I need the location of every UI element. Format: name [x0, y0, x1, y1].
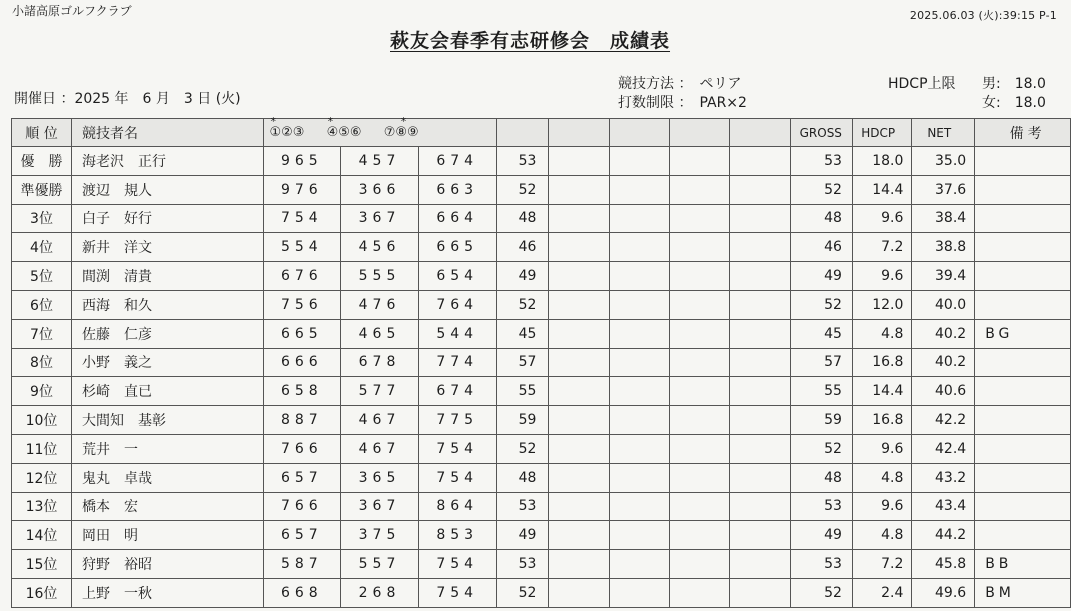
subtotal-cell: 52: [496, 290, 549, 319]
net-cell: 40.6: [912, 377, 975, 406]
net-cell: 35.0: [912, 147, 975, 176]
gross-cell: 49: [790, 262, 852, 291]
scores-holes-4-6: 456: [341, 233, 419, 262]
rank-cell: 13位: [12, 492, 72, 521]
rank-cell: 8位: [12, 348, 72, 377]
blank-cell: [549, 348, 609, 377]
blank-cell: [609, 348, 669, 377]
blank-cell: [670, 434, 730, 463]
gross-cell: 57: [790, 348, 852, 377]
subtotal-cell: 59: [496, 406, 549, 435]
note-cell: [975, 434, 1071, 463]
scores-holes-4-6: 555: [341, 262, 419, 291]
hdcp-cell: 4.8: [852, 463, 911, 492]
scores-holes-7-9: 754: [418, 578, 496, 607]
scores-holes-1-3: 668: [263, 578, 341, 607]
holes-1-3: ①②③: [269, 125, 305, 140]
blank-cell: [549, 406, 609, 435]
col-note: 備考: [975, 119, 1071, 147]
note-cell: BM: [975, 578, 1071, 607]
blank-cell: [609, 204, 669, 233]
table-row: [12, 233, 1071, 262]
blank-cell: [730, 262, 790, 291]
player-name: 小野 義之: [72, 348, 263, 377]
net-cell: 42.4: [912, 434, 975, 463]
star-mark: *: [327, 115, 334, 128]
player-name: 海老沢 正行: [72, 147, 263, 176]
blank-cell: [549, 492, 609, 521]
player-name: 新井 洋文: [72, 233, 263, 262]
note-cell: BB: [975, 550, 1071, 579]
scores-holes-7-9: 864: [418, 492, 496, 521]
blank-cell: [670, 463, 730, 492]
rank-cell: 9位: [12, 377, 72, 406]
subtotal-cell: 48: [496, 463, 549, 492]
net-cell: 38.4: [912, 204, 975, 233]
scores-holes-1-3: 976: [263, 175, 341, 204]
table-row: [12, 434, 1071, 463]
rank-cell: 12位: [12, 463, 72, 492]
hdcp-cell: 14.4: [852, 175, 911, 204]
net-cell: 40.2: [912, 319, 975, 348]
blank-cell: [730, 319, 790, 348]
scores-holes-4-6: 457: [341, 147, 419, 176]
net-cell: 43.4: [912, 492, 975, 521]
blank-cell: [670, 204, 730, 233]
table-row: [12, 377, 1071, 406]
blank-cell: [549, 262, 609, 291]
hdcp-cell: 14.4: [852, 377, 911, 406]
blank-cell: [730, 147, 790, 176]
scores-holes-1-3: 766: [263, 492, 341, 521]
subtotal-cell: 53: [496, 492, 549, 521]
table-row: [12, 521, 1071, 550]
gross-cell: 52: [790, 434, 852, 463]
subtotal-cell: 49: [496, 521, 549, 550]
note-cell: [975, 521, 1071, 550]
gross-cell: 53: [790, 550, 852, 579]
net-cell: 40.2: [912, 348, 975, 377]
subtotal-cell: 53: [496, 550, 549, 579]
blank-cell: [670, 492, 730, 521]
note-cell: [975, 463, 1071, 492]
print-stamp: 2025.06.03 (火):39:15 P-1: [909, 9, 1057, 22]
scores-holes-1-3: 666: [263, 348, 341, 377]
star-mark: *: [270, 115, 276, 128]
blank-cell: [609, 377, 669, 406]
stroke-limit: 打数制限 ： PAR×2: [618, 95, 747, 111]
player-name: 上野 一秋: [72, 578, 263, 607]
scores-holes-7-9: 544: [418, 319, 496, 348]
table-row: [12, 550, 1071, 579]
rank-cell: 7位: [12, 319, 72, 348]
scores-holes-7-9: 853: [418, 521, 496, 550]
blank-cell: [609, 578, 669, 607]
scores-holes-4-6: 557: [341, 550, 419, 579]
blank-cell: [730, 434, 790, 463]
hdcp-cell: 16.8: [852, 348, 911, 377]
col-net: NET: [912, 119, 975, 147]
scores-holes-7-9: 664: [418, 204, 496, 233]
col-gross: GROSS: [790, 119, 852, 147]
note-cell: [975, 492, 1071, 521]
player-name: 間渕 清貴: [72, 262, 263, 291]
scores-holes-1-3: 756: [263, 290, 341, 319]
rank-cell: 3位: [12, 204, 72, 233]
scores-holes-1-3: 766: [263, 434, 341, 463]
net-cell: 49.6: [912, 578, 975, 607]
blank-cell: [609, 319, 669, 348]
blank-cell: [609, 492, 669, 521]
table-row: [12, 204, 1071, 233]
rank-cell: 14位: [12, 521, 72, 550]
blank-cell: [670, 233, 730, 262]
rank-cell: 4位: [12, 233, 72, 262]
blank-cell: [549, 550, 609, 579]
subtotal-cell: 52: [496, 578, 549, 607]
hdcp-cell: 9.6: [852, 492, 911, 521]
scores-holes-1-3: 965: [263, 147, 341, 176]
blank-cell: [670, 348, 730, 377]
subtotal-cell: 52: [496, 175, 549, 204]
gross-cell: 53: [790, 147, 852, 176]
blank-cell: [609, 290, 669, 319]
note-cell: [975, 204, 1071, 233]
subtotal-cell: 45: [496, 319, 549, 348]
scores-holes-7-9: 674: [418, 147, 496, 176]
scores-holes-1-3: 887: [263, 406, 341, 435]
event-date: 開催日 ：2025 年 6 月 3 日 (火): [14, 91, 241, 107]
blank-cell: [549, 319, 609, 348]
gross-cell: 46: [790, 233, 852, 262]
scores-holes-1-3: 754: [263, 204, 341, 233]
subtotal-cell: 46: [496, 233, 549, 262]
hdcp-cell: 7.2: [852, 233, 911, 262]
hdcp-cell: 9.6: [852, 204, 911, 233]
scores-holes-4-6: 476: [341, 290, 419, 319]
note-cell: [975, 406, 1071, 435]
subtotal-cell: 48: [496, 204, 549, 233]
scores-holes-7-9: 775: [418, 406, 496, 435]
hdcp-cell: 7.2: [852, 550, 911, 579]
scores-holes-4-6: 365: [341, 463, 419, 492]
table-row: [12, 290, 1071, 319]
blank-cell: [730, 377, 790, 406]
scores-holes-4-6: 467: [341, 406, 419, 435]
blank-cell: [670, 521, 730, 550]
blank-cell: [670, 175, 730, 204]
holes-7-9: ⑦⑧⑨: [383, 125, 419, 140]
blank-cell: [549, 204, 609, 233]
subtotal-cell: 52: [496, 434, 549, 463]
blank-cell: [549, 290, 609, 319]
blank-cell: [609, 262, 669, 291]
table-row: [12, 262, 1071, 291]
blank-cell: [609, 175, 669, 204]
blank-cell: [549, 521, 609, 550]
star-mark: *: [400, 115, 407, 128]
results-table: [11, 115, 1071, 608]
table-row: [12, 406, 1071, 435]
blank-cell: [609, 463, 669, 492]
hdcp-male: 男: 18.0: [982, 76, 1046, 92]
gross-cell: 55: [790, 377, 852, 406]
net-cell: 42.2: [912, 406, 975, 435]
blank-cell: [730, 406, 790, 435]
blank-cell: [730, 233, 790, 262]
hdcp-female: 女: 18.0: [982, 95, 1046, 111]
subtotal-cell: 49: [496, 262, 549, 291]
player-name: 鬼丸 卓哉: [72, 463, 263, 492]
col-holes: [263, 115, 496, 147]
hdcp-cell: 9.6: [852, 262, 911, 291]
table-row: [12, 348, 1071, 377]
gross-cell: 59: [790, 406, 852, 435]
player-name: 岡田 明: [72, 521, 263, 550]
scores-holes-4-6: 366: [341, 175, 419, 204]
table-row: [12, 578, 1071, 607]
table-row: [12, 492, 1071, 521]
blank-cell: [730, 492, 790, 521]
gross-cell: 52: [790, 290, 852, 319]
table-row: [12, 319, 1071, 348]
scores-holes-7-9: 774: [418, 348, 496, 377]
gross-cell: 52: [790, 578, 852, 607]
blank-cell: [670, 147, 730, 176]
net-cell: 37.6: [912, 175, 975, 204]
blank-cell: [730, 578, 790, 607]
blank-cell: [670, 262, 730, 291]
gross-cell: 48: [790, 204, 852, 233]
hdcp-cell: 18.0: [852, 147, 911, 176]
player-name: 白子 好行: [72, 204, 263, 233]
hdcp-cell: 16.8: [852, 406, 911, 435]
net-cell: 44.2: [912, 521, 975, 550]
blank-cell: [549, 175, 609, 204]
blank-cell: [730, 521, 790, 550]
blank-cell: [609, 406, 669, 435]
blank-cell: [609, 434, 669, 463]
scores-holes-4-6: 467: [341, 434, 419, 463]
scores-holes-7-9: 764: [418, 290, 496, 319]
scores-holes-7-9: 674: [418, 377, 496, 406]
holes-4-6: ④⑤⑥: [326, 125, 362, 140]
table-row: [12, 463, 1071, 492]
scores-holes-7-9: 754: [418, 550, 496, 579]
scores-holes-1-3: 665: [263, 319, 341, 348]
net-cell: 39.4: [912, 262, 975, 291]
scores-holes-7-9: 754: [418, 463, 496, 492]
blank-cell: [730, 290, 790, 319]
col-hdcp: HDCP: [852, 119, 911, 147]
player-name: 渡辺 規人: [72, 175, 263, 204]
gross-cell: 48: [790, 463, 852, 492]
table-header-row: [12, 119, 1071, 147]
blank-cell: [730, 204, 790, 233]
scores-holes-7-9: 665: [418, 233, 496, 262]
blank-cell: [549, 147, 609, 176]
blank-cell: [730, 550, 790, 579]
note-cell: BG: [975, 319, 1071, 348]
scores-holes-4-6: 367: [341, 492, 419, 521]
competition-method: 競技方法 ： ペリア: [618, 76, 742, 92]
hdcp-limit-label: HDCP上限: [888, 76, 956, 92]
player-name: 橋本 宏: [72, 492, 263, 521]
player-name: 西海 和久: [72, 290, 263, 319]
scores-holes-7-9: 663: [418, 175, 496, 204]
note-cell: [975, 348, 1071, 377]
subtotal-cell: 53: [496, 147, 549, 176]
blank-cell: [670, 290, 730, 319]
blank-cell: [549, 377, 609, 406]
player-name: 大間知 基彰: [72, 406, 263, 435]
scores-holes-1-3: 587: [263, 550, 341, 579]
blank-cell: [670, 377, 730, 406]
scores-holes-7-9: 654: [418, 262, 496, 291]
rank-cell: 6位: [12, 290, 72, 319]
scores-holes-1-3: 657: [263, 463, 341, 492]
blank-cell: [730, 463, 790, 492]
rank-cell: 5位: [12, 262, 72, 291]
blank-cell: [730, 348, 790, 377]
col-name: 競技者名: [72, 119, 263, 147]
subtotal-cell: 57: [496, 348, 549, 377]
club-name: 小諸高原ゴルフクラブ: [12, 4, 132, 18]
scores-holes-4-6: 465: [341, 319, 419, 348]
player-name: 狩野 裕昭: [72, 550, 263, 579]
gross-cell: 53: [790, 492, 852, 521]
blank-cell: [549, 434, 609, 463]
blank-cell: [609, 233, 669, 262]
rank-cell: 10位: [12, 406, 72, 435]
table-row: [12, 147, 1071, 176]
hdcp-cell: 9.6: [852, 434, 911, 463]
rank-cell: 準優勝: [12, 175, 72, 204]
net-cell: 40.0: [912, 290, 975, 319]
scores-holes-4-6: 375: [341, 521, 419, 550]
scores-holes-7-9: 754: [418, 434, 496, 463]
scores-holes-1-3: 554: [263, 233, 341, 262]
net-cell: 38.8: [912, 233, 975, 262]
blank-cell: [670, 578, 730, 607]
scores-holes-1-3: 676: [263, 262, 341, 291]
blank-cell: [609, 147, 669, 176]
rank-cell: 優 勝: [12, 147, 72, 176]
rank-cell: 11位: [12, 434, 72, 463]
scores-holes-4-6: 678: [341, 348, 419, 377]
scores-holes-1-3: 657: [263, 521, 341, 550]
note-cell: [975, 175, 1071, 204]
note-cell: [975, 290, 1071, 319]
blank-cell: [670, 319, 730, 348]
blank-cell: [670, 406, 730, 435]
blank-cell: [670, 550, 730, 579]
hdcp-cell: 4.8: [852, 319, 911, 348]
hdcp-cell: 4.8: [852, 521, 911, 550]
scores-holes-4-6: 268: [341, 578, 419, 607]
note-cell: [975, 262, 1071, 291]
blank-cell: [549, 463, 609, 492]
gross-cell: 52: [790, 175, 852, 204]
player-name: 佐藤 仁彦: [72, 319, 263, 348]
gross-cell: 49: [790, 521, 852, 550]
player-name: 荒井 一: [72, 434, 263, 463]
note-cell: [975, 233, 1071, 262]
blank-cell: [549, 578, 609, 607]
rank-cell: 16位: [12, 578, 72, 607]
rank-cell: 15位: [12, 550, 72, 579]
scores-holes-4-6: 577: [341, 377, 419, 406]
scores-holes-4-6: 367: [341, 204, 419, 233]
hdcp-cell: 12.0: [852, 290, 911, 319]
net-cell: 45.8: [912, 550, 975, 579]
table-row: [12, 175, 1071, 204]
note-cell: [975, 377, 1071, 406]
blank-cell: [730, 175, 790, 204]
gross-cell: 45: [790, 319, 852, 348]
note-cell: [975, 147, 1071, 176]
subtotal-cell: 55: [496, 377, 549, 406]
page-title: 萩友会春季有志研修会 成績表: [390, 30, 671, 52]
blank-cell: [609, 521, 669, 550]
hdcp-cell: 2.4: [852, 578, 911, 607]
col-rank: 順 位: [12, 119, 72, 147]
net-cell: 43.2: [912, 463, 975, 492]
blank-cell: [549, 233, 609, 262]
scores-holes-1-3: 658: [263, 377, 341, 406]
blank-cell: [609, 550, 669, 579]
player-name: 杉崎 直已: [72, 377, 263, 406]
